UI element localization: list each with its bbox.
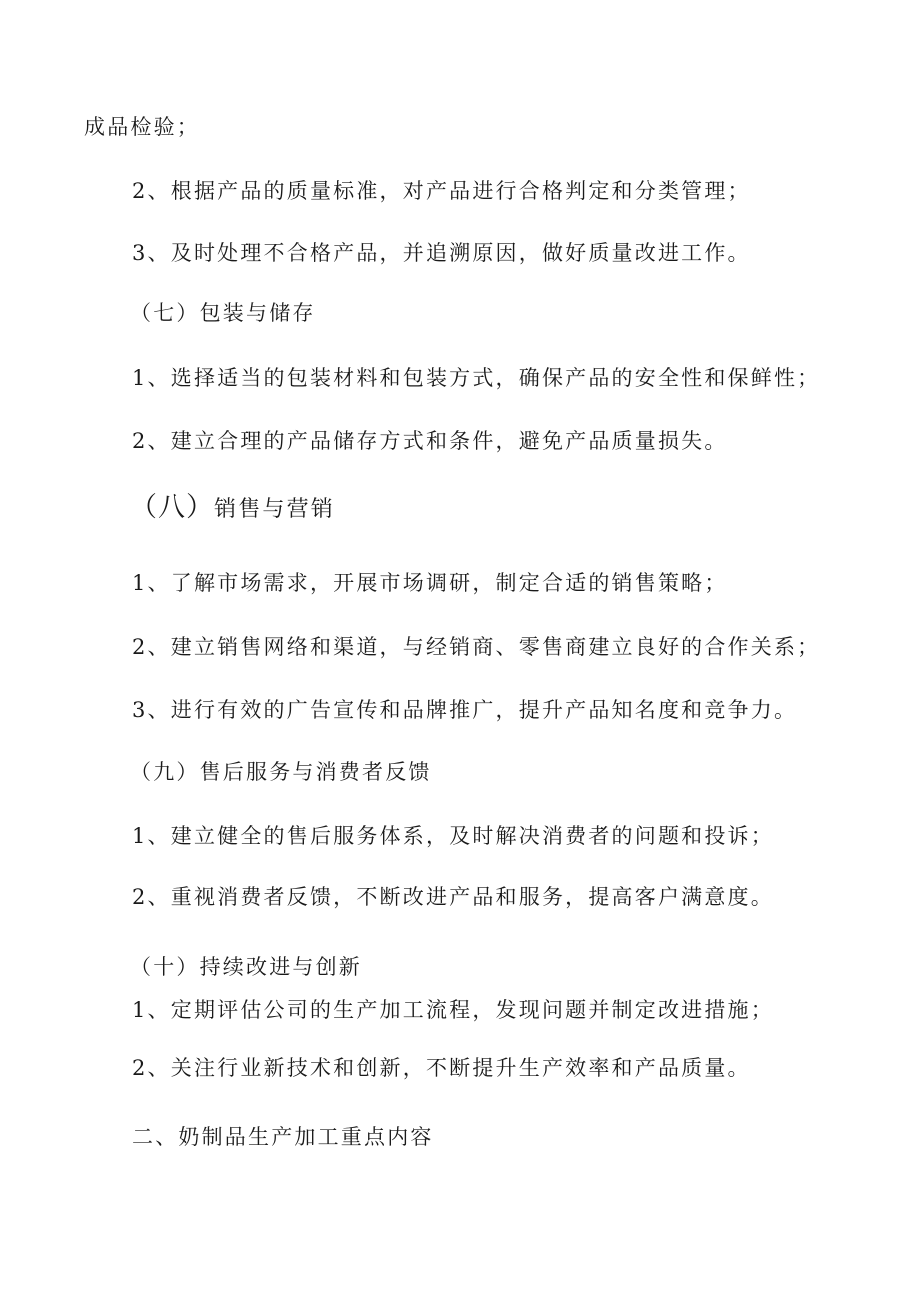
chapter-heading: 二、奶制品生产加工重点内容	[132, 1125, 434, 1149]
text-line: 成品检验；	[84, 115, 200, 139]
text-line: 1、了解市场需求，开展市场调研，制定合适的销售策略；	[132, 571, 728, 595]
section-heading: （十）持续改进与创新	[130, 955, 362, 979]
text-line: 1、建立健全的售后服务体系，及时解决消费者的问题和投诉；	[132, 824, 774, 848]
text-line: 3、及时处理不合格产品，并追溯原因，做好质量改进工作。	[132, 241, 751, 265]
text-line: 1、定期评估公司的生产加工流程，发现问题并制定改进措施；	[132, 998, 774, 1022]
section-heading	[130, 494, 335, 521]
section-heading: （九）售后服务与消费者反馈	[130, 760, 432, 784]
text-line: 2、关注行业新技术和创新，不断提升生产效率和产品质量。	[132, 1056, 751, 1080]
section-heading: （七）包装与储存	[130, 301, 316, 325]
text-line: 2、重视消费者反馈，不断改进产品和服务，提高客户满意度。	[132, 885, 774, 909]
text-line: 2、建立合理的产品储存方式和条件，避免产品质量损失。	[132, 429, 728, 453]
section-number: （八）	[130, 492, 214, 523]
text-line: 1、选择适当的包装材料和包装方式，确保产品的安全性和保鲜性；	[132, 366, 821, 390]
section-title: 销售与营销	[214, 497, 336, 522]
text-line: 2、建立销售网络和渠道，与经销商、零售商建立良好的合作关系；	[132, 635, 821, 659]
text-line: 2、根据产品的质量标准，对产品进行合格判定和分类管理；	[132, 179, 751, 203]
text-line: 3、进行有效的广告宣传和品牌推广，提升产品知名度和竞争力。	[132, 698, 798, 722]
